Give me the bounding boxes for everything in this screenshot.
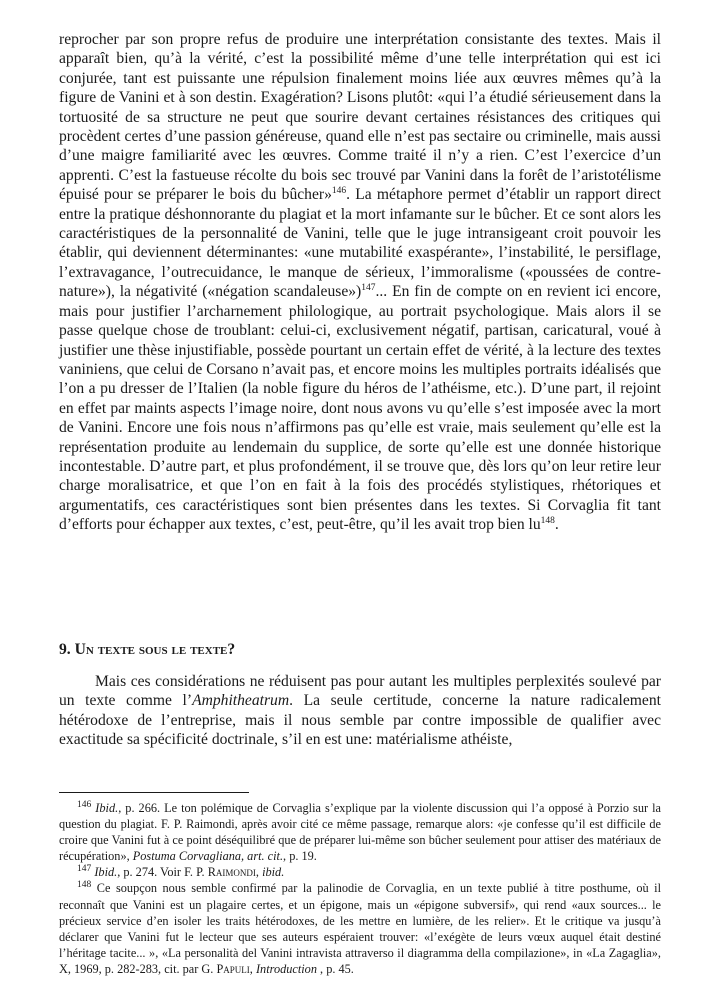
footnote-ref-147[interactable]: 147 [361,283,376,294]
footnote-ref-146[interactable]: 146 [331,186,347,197]
footnotes [59,800,661,977]
work-title: Amphitheatrum [192,692,290,710]
body-paragraph-1: reprocher par son propre refus de produire une interprétation consistante des textes. Mais il apparaît bien, qu’à la vérité, c’est la possibilité même d’une telle interprétation qui est ici conjurée, tant est puissante une répulsion finalement moins liée aux œuvres mêmes qu’à la figure de Vanini et à son destin. Exagération? Lisons plutôt: «qui l’a étudié sérieusement dans la tortuosité de sa structure ne peut que sourire devant certaines résistances des critiques qui procèdent certes d’une passion généreuse, quand elle n’est pas sectaire ou criminelle, mais aussi d’une maigre familiarité avec les œuvres. Comme traité il n’y a rien. C’est l’exercice d’un apprenti. C’est la fastueuse récolte du bois sec trouvé par Vanini dans la forêt de l’aristotélisme épuisé pour se préparer le bois du bûcher»$^{146}$. La métaphore permet d’établir un rapport direct entre la pratique déshonnorante du plagiat et la mort infamante sur le bûcher. Et ce sont alors les caractéristiques de la personnalité de Vanini, telle que le juge intransigeant croit pouvoir les établir, qui deviennent déterminantes: «une mutabilité exaspérante», l’instabilité, le persiflage, l’extravagance, l’outrecuidance, le manque de sérieux, l’immoralisme («poussées de contre-nature»), la négativité («négation scandaleuse»)$^{147}$... En fin de compte on en revient ici encore, mais pour justifier l’archarnement philologique, au portrait psychologique. Mais alors il se passe quelque chose de troublant: celui-ci, exclusivement négatif, partisan, caricatural, voué à justifier une thèse injustifiable, possède pourtant un certain effet de vérité, à la lecture des textes vaniniens, que celui de Corsano n’avait pas, et encore moins les multiples portraits idéalisés que l’on a pu dresser de l’Italien (la noble figure du héros de l’athéisme, etc.). D’une part, il rejoint en effet par maints aspects l’image noire, dont nous avons vu qu’elle s’est imposée avec la mort de Vanini. Encore une fois nous n’affirmons pas qu’elle est vraie, mais seulement qu’elle est la représentation produite au lendemain du supplice, de sorte qu’elle est une donnée historique incontestable. D’autre part, et plus profondément, il se trouve que, dès lors qu’on leur retire leur charge moralisatrice, et que l’on en fait à la fois des procédés stylistiques, rhétoriques et argumentatifs, ces caractéristiques sont bien présentes dans les textes. Si Corvaglia fit tant d’efforts pour échapper aux textes, c’est, peut-être, qu’il les avait trop bien $lu^{148}$. [59,31,662,534]
footnote-separator [59,792,249,793]
footnote-146: $^{146}$ Ibid., p. 266. Le ton polémique de Corvaglia s’explique par la violente discussion qui l’a opposé à Porzio sur la question du plagiat. F. P. Raimondi, après avoir cité ce même passage, remarque alors: «je confesse qu’il est difficile de croire que Vanini fut à ce point déséquilibré que de préparer lui-même son bûcher seulement pour attiser des matériaux de récupération», Postuma Corvagliana, art. cit., p. 19. [59,799,661,864]
document-page [59,30,662,976]
section-heading: 9. Un texte sous le texte? [59,641,236,658]
footnote-ref-148[interactable]: 148 [540,515,555,526]
footnote-148: $^{148}$ Ce soupçon nous semble confirmé par la palinodie de Corvaglia, en un texte publié à titre posthume, où il reconnaît que Vanini est un plagaire certes, et un épigone, mais un «épigone subversif», qui rend «aux sources... le précieux service d’en isoler les traits hétérodoxes, de les mettre en lumière, de les relier». Et le critique va jusqu’à déclarer que Vanini fut le lecteur que ses auteurs espéraient trouver: «l’exégète de leurs vœux auquel était destiné l’héritage tacite... », «La personalità del Vanini intravista attraverso il diagramma della compilazione», in «La Zagaglia», X, 1969, p. 282-283, cit. par G. Papuli, Introduction , p. 45. [59,880,661,976]
body-paragraph-2: Mais ces considérations ne réduisent pas pour autant les multiples perplexités soulevé par un texte comme l’Amphitheatrum. La seule certitude, concerne la nature radicalement hétérodoxe de l’entreprise, mais il nous semble par contre impossible de qualifier avec exactitude sa spécificité doctrinale, s’il en est une: matérialisme athéiste, [59,673,661,749]
footnote-147: $^{147}$ Ibid., p. 274. Voir F. P. Raimondi, ibid. [77,864,285,880]
